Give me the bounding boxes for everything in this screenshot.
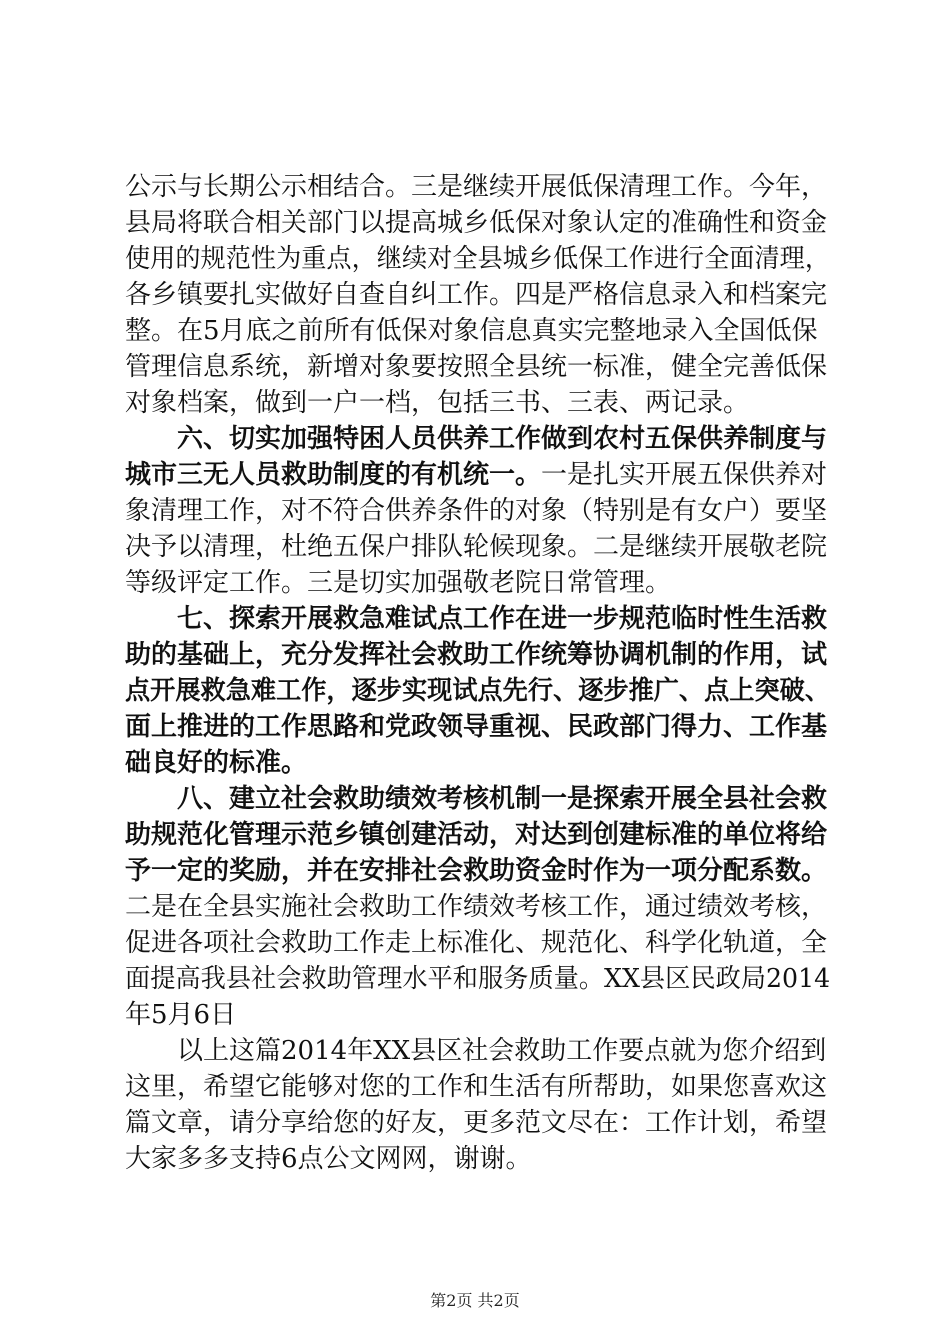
text-line: 整。在5月底之前所有低保对象信息真实完整地录入全国低保 <box>125 316 818 346</box>
bold-text-line: 助的基础上，充分发挥社会救助工作统筹协调机制的作用，试 <box>125 640 828 670</box>
section-heading-eight: 八、建立社会救助绩效考核机制一是探索开展全县社会救 <box>177 784 828 814</box>
text-line: 这里，希望它能够对您的工作和生活有所帮助，如果您喜欢这 <box>125 1072 828 1102</box>
section-heading-six: 六、切实加强特困人员供养工作做到农村五保供养制度与 <box>177 424 828 454</box>
bold-text-line: 点开展救急难工作，逐步实现试点先行、逐步推广、点上突破、 <box>125 676 831 706</box>
text-line: 以上这篇2014年XX县区社会救助工作要点就为您介绍到 <box>177 1036 827 1066</box>
bold-text-line: 面上推进的工作思路和党政领导重视、民政部门得力、工作基 <box>125 712 828 742</box>
bold-text-line: 助规范化管理示范乡镇创建活动，对达到创建标准的单位将给 <box>125 820 828 850</box>
text-line: 对象档案，做到一户一档，包括三书、三表、两记录。 <box>125 388 750 418</box>
text-line: 使用的规范性为重点，继续对全县城乡低保工作进行全面清理， <box>125 244 831 274</box>
text-line: 各乡镇要扎实做好自查自纠工作。四是严格信息录入和档案完 <box>125 280 828 310</box>
text-line: 县局将联合相关部门以提高城乡低保对象认定的准确性和资金 <box>125 208 828 238</box>
bold-text-line: 予一定的奖励，并在安排社会救助资金时作为一项分配系数。 <box>125 856 828 886</box>
text-line: 促进各项社会救助工作走上标准化、规范化、科学化轨道，全 <box>125 928 828 958</box>
text-line-mixed <box>125 460 827 490</box>
text-line: 决予以清理，杜绝五保户排队轮候现象。二是继续开展敬老院 <box>125 532 828 562</box>
text-line: 公示与长期公示相结合。三是继续开展低保清理工作。今年， <box>125 172 828 202</box>
text-line: 二是在全县实施社会救助工作绩效考核工作，通过绩效考核， <box>125 892 828 922</box>
text-line: 等级评定工作。三是切实加强敬老院日常管理。 <box>125 568 672 598</box>
text-line: 篇文章，请分享给您的好友，更多范文尽在：工作计划，希望 <box>125 1108 828 1138</box>
bold-text-line: 础良好的标准。 <box>125 748 308 778</box>
text-line: 面提高我县社会救助管理水平和服务质量。XX县区民政局2014 <box>125 964 831 994</box>
section-heading-seven: 七、探索开展救急难试点工作在进一步规范临时性生活救 <box>177 604 828 634</box>
section-heading-six-cont: 城市三无人员救助制度的有机统一。 <box>125 460 542 490</box>
text-line: 大家多多支持6点公文网网，谢谢。 <box>125 1144 532 1174</box>
text-line: 年5月6日 <box>125 1000 237 1030</box>
page-footer: 第2页 共2页 <box>430 1291 520 1310</box>
text-line: 管理信息系统，新增对象要按照全县统一标准，健全完善低保 <box>125 352 828 382</box>
text-line: 象清理工作，对不符合供养条件的对象（特别是有女户）要坚 <box>125 496 828 526</box>
text-span: 一是扎实开展五保供养对 <box>541 460 828 490</box>
